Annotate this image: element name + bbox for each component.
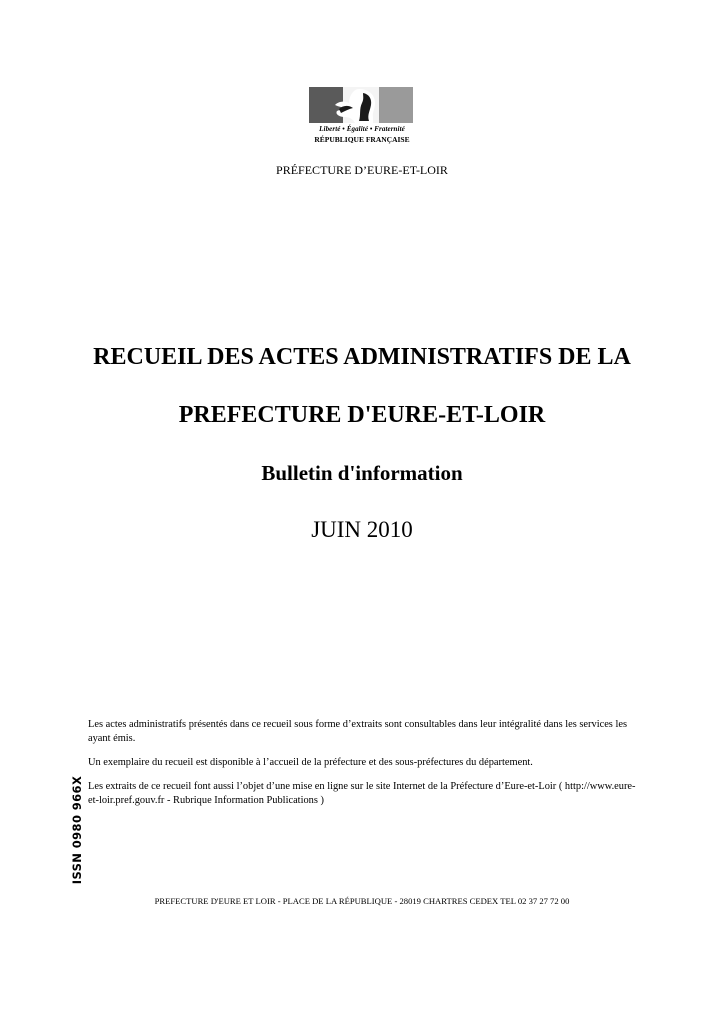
- prefecture-header: PRÉFECTURE D’EURE-ET-LOIR: [276, 163, 448, 177]
- issue-date: JUIN 2010: [311, 517, 413, 542]
- logo-republique: RÉPUBLIQUE FRANÇAISE: [314, 135, 410, 144]
- note-paragraph: Un exemplaire du recueil est disponible à l’accueil de la préfecture et des sous-préfectures du département.: [88, 757, 533, 768]
- marianne-logo-icon: [329, 87, 389, 123]
- logo-motto: Liberté • Égalité • Fraternité: [319, 125, 405, 133]
- main-title-line2: PREFECTURE D'EURE-ET-LOIR: [178, 402, 546, 428]
- note-paragraph: Les actes administratifs présentés dans ce recueil sous forme d’extraits sont consultables dans leur intégralité dans les services les ayant émis.: [88, 719, 627, 744]
- notes-section: [88, 718, 640, 818]
- footer-address: PREFECTURE D'EURE ET LOIR - PLACE DE LA RÉPUBLIQUE - 28019 CHARTRES CEDEX TEL 02 37 27 72 00: [154, 896, 570, 906]
- republique-francaise-logo: [309, 87, 415, 147]
- issn-label: ISSN 0980 966X: [70, 775, 84, 885]
- main-title-line1: RECUEIL DES ACTES ADMINISTRATIFS DE LA: [93, 344, 631, 370]
- note-paragraph: Les extraits de ce recueil font aussi l’objet d’une mise en ligne sur le site Internet de la Préfecture d’Eure-et-Loir ( http://www.eure-et-loir.pref.gouv.fr - Rubrique Information Publications ): [88, 781, 636, 806]
- bulletin-title: Bulletin d'information: [261, 461, 463, 485]
